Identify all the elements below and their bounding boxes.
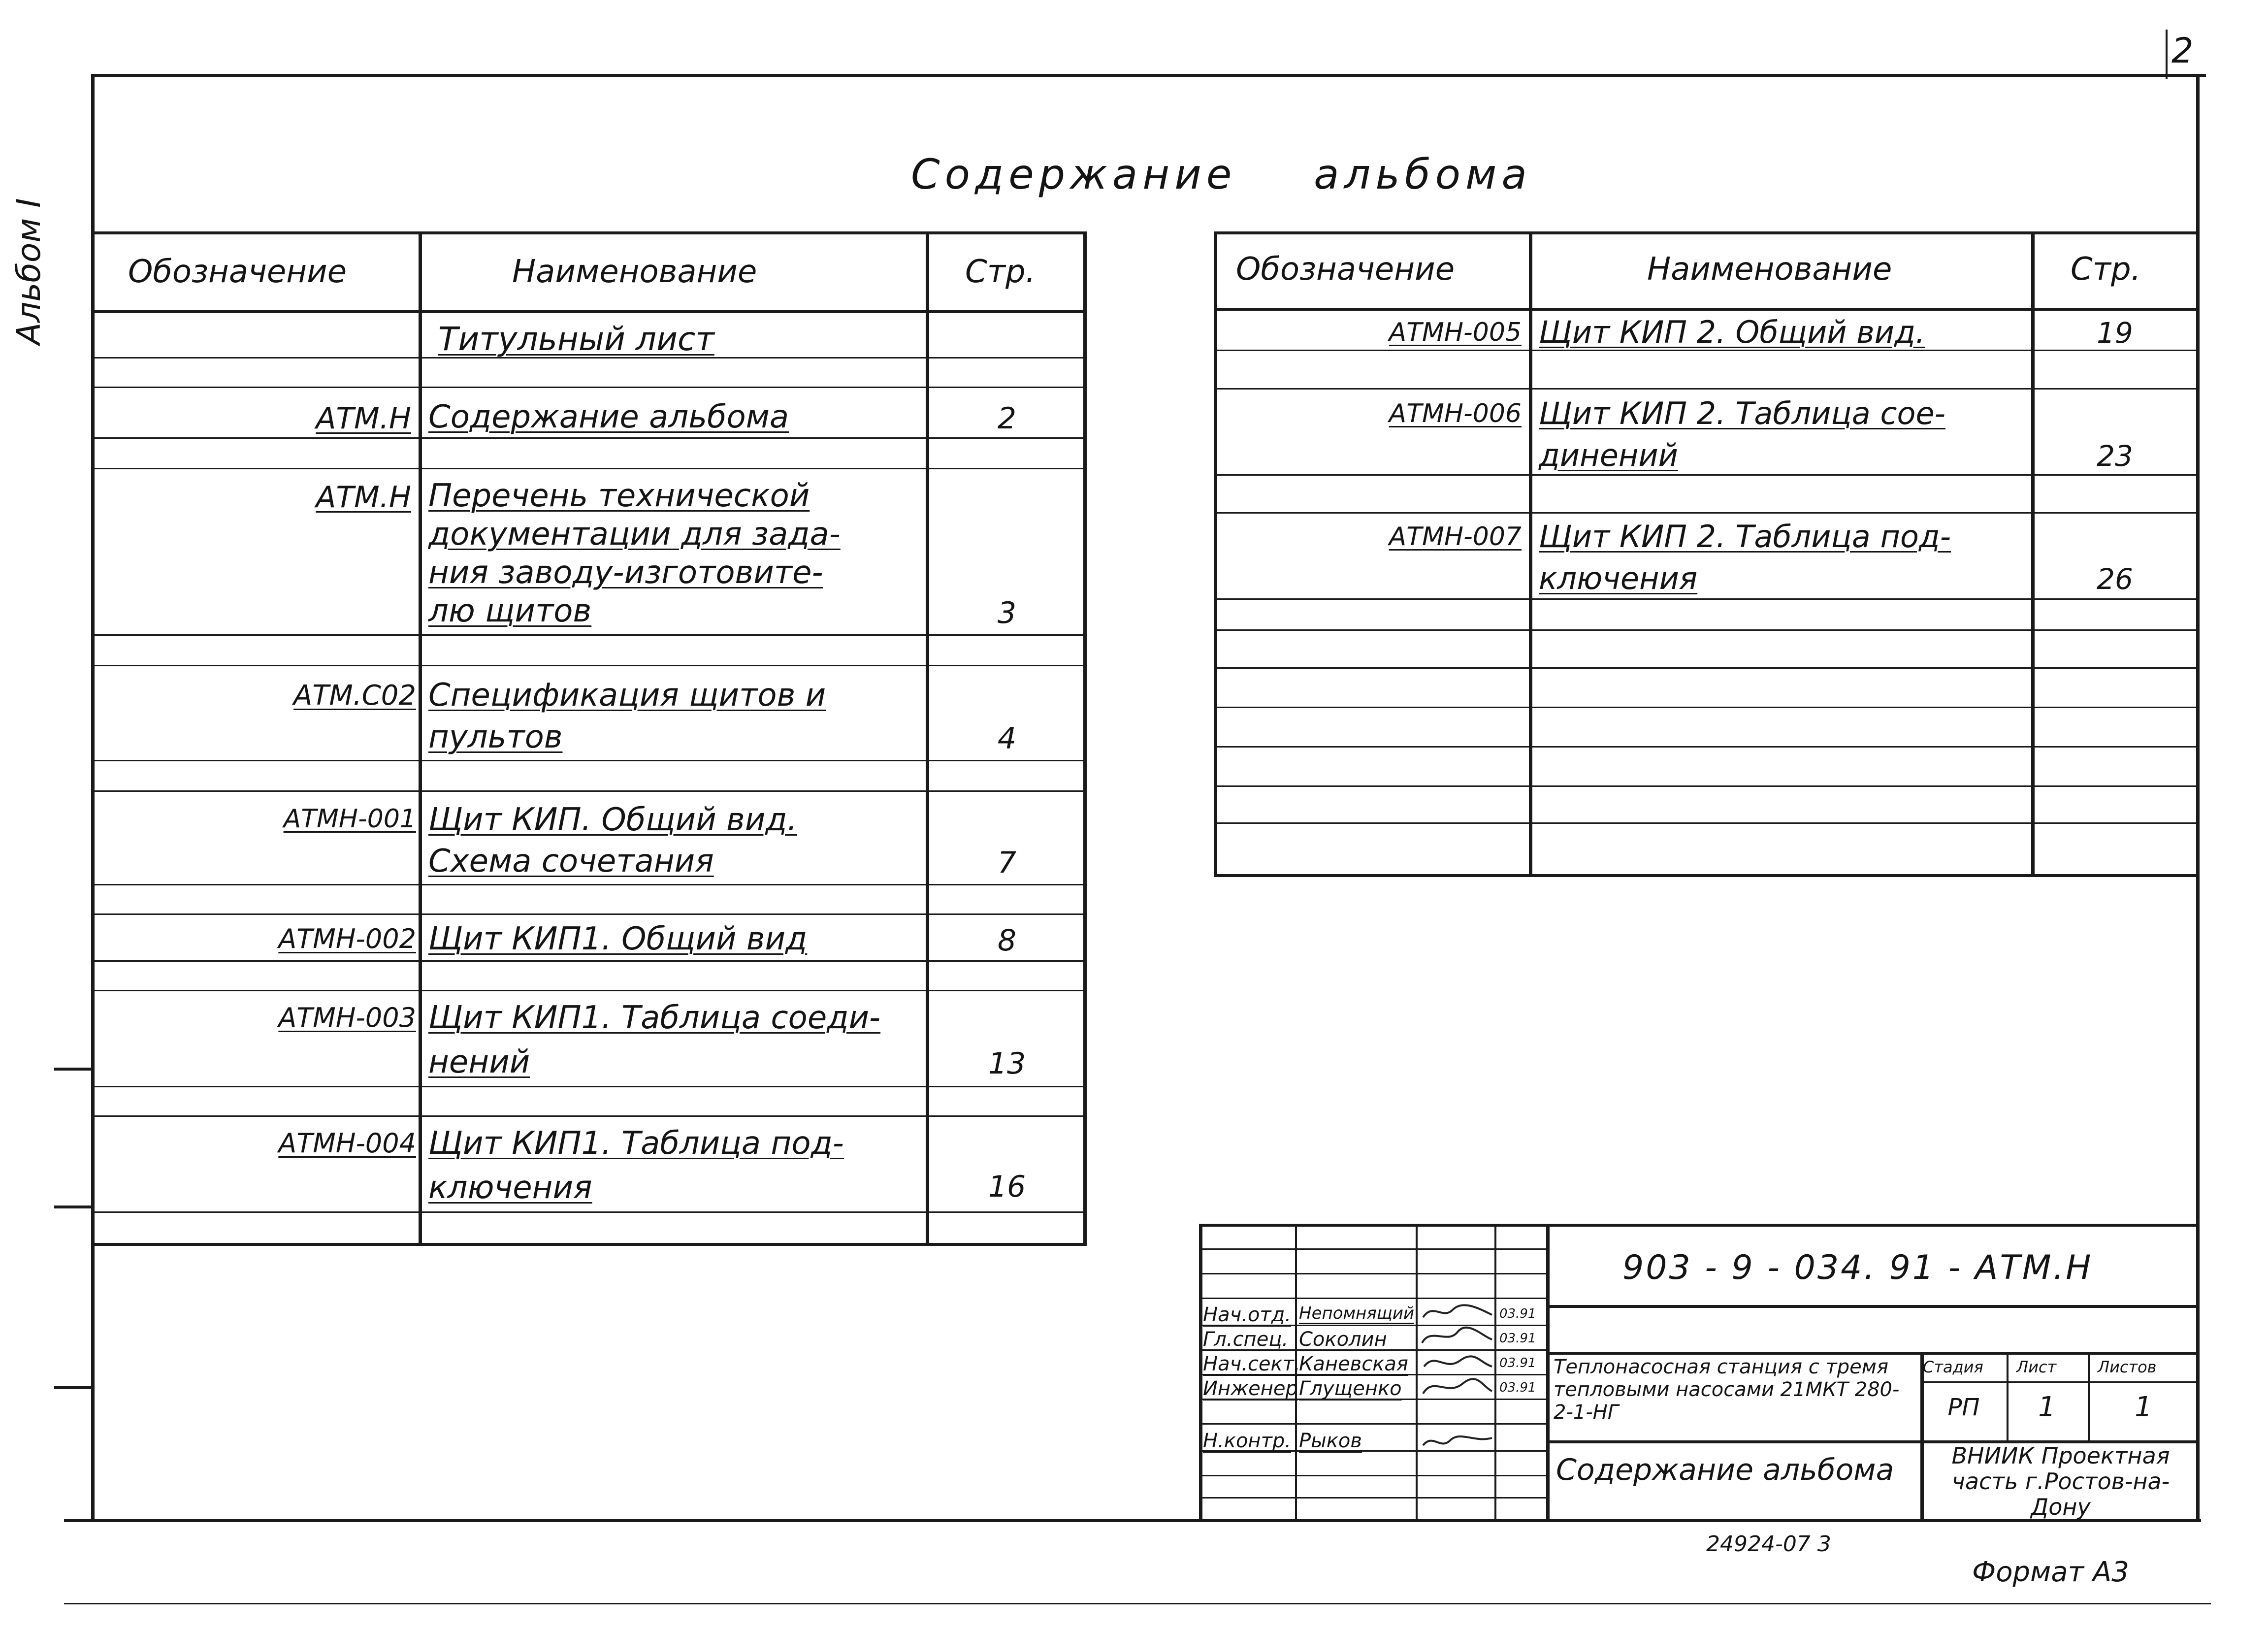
grid-line [1920,1381,2199,1383]
header-page: Стр. [2071,251,2141,288]
row-page: 19 [2097,316,2133,350]
row-code: АТМ.С02 [293,680,416,712]
row-code: АТМН-005 [1389,318,1522,347]
sig-role: Инженер [1203,1377,1298,1400]
header-name: Наименование [512,254,757,290]
row-line [1214,822,2196,824]
title-block [1199,1224,2199,1522]
format-label: Формат А3 [1972,1556,2129,1588]
row-name: Щит КИП 2. Таблица под- [1539,519,1951,554]
sig-name: Непомнящий [1299,1303,1415,1323]
right-contents-table [1214,231,2196,877]
row-page: 16 [988,1170,1026,1204]
grid-line [1199,1497,1546,1499]
margin-mark [54,1205,94,1208]
row-name: Щит КИП. Общий вид. [428,802,797,838]
sig-role: Гл.спец. [1203,1328,1289,1351]
row-name: лю щитов [428,593,592,629]
row-line [94,468,1084,469]
trim-line [64,1603,2211,1604]
row-page: 7 [997,846,1017,880]
sig-name: Глущенко [1299,1377,1402,1400]
table-border [1083,231,1087,1246]
signature-marks [1418,1298,1494,1406]
header-name: Наименование [1647,251,1892,288]
grid-line [1199,1273,1546,1274]
row-name: ключения [1539,560,1698,596]
row-name: Щит КИП 2. Общий вид. [1539,314,1925,350]
grid-line [1199,1475,1546,1476]
row-name: документации для зада- [428,516,841,553]
grid-line [1546,1352,2199,1355]
row-name: Щит КИП1. Таблица соеди- [428,1000,881,1036]
row-line [94,387,1084,388]
margin-mark [54,1068,94,1071]
row-line [94,634,1084,636]
row-line [1214,598,2196,600]
row-line [94,1211,1084,1213]
sig-date: 03.91 [1499,1331,1536,1346]
sig-date: 03.91 [1499,1306,1536,1321]
row-code: АТМ.Н [316,480,411,515]
row-line [94,913,1084,915]
row-line [1214,667,2196,669]
sig-role: Нач.сект. [1203,1353,1300,1375]
table-border [94,1243,1086,1246]
row-page: 4 [997,721,1017,756]
row-page: 8 [997,923,1017,958]
row-line [94,1086,1084,1087]
row-name: Щит КИП1. Общий вид [428,921,808,957]
grid-line [1494,1224,1496,1522]
table-border [1214,874,2196,877]
row-code: АТМН-004 [278,1128,416,1159]
row-name: Спецификация щитов и [428,677,826,714]
row-page: 3 [997,596,1017,630]
row-page: 2 [997,401,1017,436]
row-line [94,884,1084,885]
row-code: АТМ.Н [316,401,411,436]
row-line [1214,512,2196,514]
row-code: АТМН-001 [283,804,416,834]
side-label: Альбом I [10,198,48,345]
grid-line [1546,1305,2199,1308]
sig-date: 03.91 [1499,1380,1536,1395]
row-name: ния заводу-изготовите- [428,554,823,591]
margin-mark [54,1386,94,1389]
column-divider [926,231,929,1246]
frame-top [91,74,2206,77]
signature-mark [1421,1431,1494,1453]
sig-name: Каневская [1299,1353,1408,1375]
row-page: 26 [2097,562,2133,596]
row-line [94,1115,1084,1117]
row-line [1214,785,2196,787]
row-name: Титульный лист [438,320,714,358]
header-code: Обозначение [1236,251,1455,288]
title-block-border [1199,1224,2199,1227]
row-line [1214,388,2196,390]
sheet-title: Содержание альбома [1556,1453,1894,1487]
row-code: АТМН-002 [278,923,416,954]
header-page: Стр. [965,254,1036,290]
header-divider [1214,308,2196,311]
sig-date: 03.91 [1499,1356,1536,1370]
sheet-number: 2 [2171,31,2194,71]
row-line [94,960,1084,962]
sheets-value: 1 [2135,1391,2152,1423]
row-code: АТМН-007 [1389,522,1522,552]
row-name: Перечень технической [428,478,810,514]
sig-role: Н.контр. [1203,1430,1291,1452]
row-line [1214,629,2196,631]
row-line [94,665,1084,666]
row-line [1214,474,2196,476]
row-name: нений [428,1044,530,1080]
stage-header: Стадия [1923,1358,1983,1376]
organization: ВНИИК Проектная часть г.Ростов-на-Дону [1951,1442,2170,1520]
document-designation: 903 - 9 - 034. 91 - АТМ.Н [1622,1248,2093,1287]
row-name: Содержание альбома [428,399,789,435]
column-divider [1529,231,1532,877]
row-line [94,790,1084,792]
row-name: пультов [428,719,563,755]
stage-value: РП [1947,1394,1980,1421]
row-line [94,437,1084,439]
row-name: Щит КИП 2. Таблица сое- [1539,395,1945,431]
row-page: 13 [988,1046,1026,1081]
header-divider [94,310,1086,313]
table-border [94,231,1086,234]
row-line [94,990,1084,991]
row-name: Щит КИП1. Таблица под- [428,1125,844,1162]
sheets-header: Листов [2098,1358,2157,1376]
column-divider [2031,231,2035,877]
row-line [1214,707,2196,708]
grid-line [1546,1224,1550,1522]
left-contents-table [94,231,1086,1246]
sheet-number-divider [2166,30,2168,79]
row-line [1214,746,2196,748]
sheet-header: Лист [2016,1358,2057,1376]
sig-role: Нач.отд. [1203,1303,1292,1326]
column-divider [419,231,422,1246]
sig-name: Рыков [1299,1430,1362,1452]
table-border [1214,231,2196,234]
row-name: ключения [428,1170,592,1206]
row-code: АТМН-003 [278,1002,416,1033]
row-code: АТМН-006 [1389,399,1522,428]
grid-line [1199,1248,1546,1250]
row-line [94,760,1084,761]
inventory-number: 24924-07 3 [1706,1531,1831,1557]
grid-line [1920,1352,1924,1522]
row-page: 23 [2097,439,2133,473]
title-block-border [1199,1224,1202,1522]
grid-line [1416,1224,1418,1522]
grid-line [1199,1423,1546,1425]
sig-name: Соколин [1299,1328,1387,1351]
row-name: динений [1539,437,1678,473]
page-title: Содержание альбома [911,150,1532,198]
header-code: Обозначение [128,254,347,290]
sheet-value: 1 [2038,1391,2056,1423]
row-name: Схема сочетания [428,843,714,880]
project-name: Теплонасосная станция с тремя тепловыми насосами 21МКТ 280-2-1-НГ [1554,1356,1900,1424]
